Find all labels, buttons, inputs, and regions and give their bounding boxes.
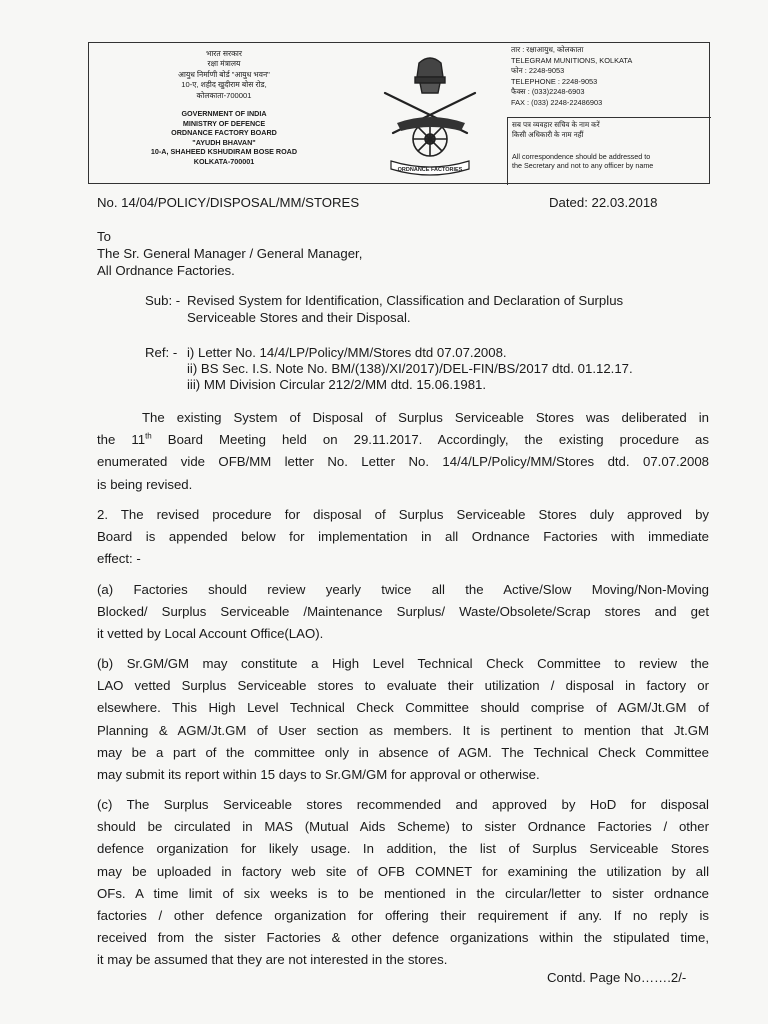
paragraph-line: defence organization for likely usage. In addition, the list of Surplus Serviceable Stores (97, 841, 709, 857)
paragraph-line: (a) Factories should review yearly twice all the Active/Slow Moving/Non-Moving (97, 582, 709, 597)
subject-line: Serviceable Stores and their Disposal. (187, 310, 411, 325)
address-english-line: "AYUDH BHAVAN" (192, 137, 256, 147)
addressee-line: All Ordnance Factories. (97, 263, 235, 278)
address-hindi-line: 10-ए, शहीद खुदीराम बोस रोड, (181, 80, 267, 90)
telegram: TELEGRAM MUNITIONS, KOLKATA (511, 55, 633, 65)
paragraph-line: Board is appended below for implementation in all Ordnance Factories with immediate (97, 529, 709, 545)
address-hindi-line: भारत सरकार (206, 49, 242, 58)
address-hindi-line: आयुध निर्माणी बोर्ड "आयुध भवन" (178, 69, 270, 79)
paragraph-line: 2. The revised procedure for disposal of Surplus Serviceable Stores duly approved by (97, 507, 709, 522)
address-english-line: ORDNANCE FACTORY BOARD (171, 128, 277, 138)
subject-label: Sub: - (145, 293, 181, 308)
letterhead-address (89, 43, 359, 183)
telegram-hindi: तार : रक्षाआयुध, कोलकाता (511, 45, 584, 54)
paragraph-line: should be circulated in MAS (Mutual Aids Scheme) to sister Ordnance Factories / other (97, 819, 709, 835)
paragraph-line: Blocked/ Surplus Serviceable /Maintenance Surplus/ Waste/Obsolete/Scrap stores and get (97, 604, 709, 620)
paragraph-a (97, 579, 709, 646)
continued-page-note: Contd. Page No…….2/- (547, 970, 687, 985)
correspondence-hindi: सब पत्र व्यवहार सचिव के नाम करें (512, 120, 600, 129)
paragraph-line: may submit its report within 15 days to Sr.GM/GM for approval or otherwise. (97, 767, 540, 783)
paragraph-line: it may be assumed that they are not interested in the stores. (97, 952, 448, 968)
paragraph-line: received from the sister Factories & other defence organizations within the stipulated time, (97, 930, 709, 946)
ordnance-emblem-logo (367, 49, 493, 177)
paragraph-line: The existing System of Disposal of Surplus Serviceable Stores was deliberated in (142, 410, 709, 425)
ref-label: Ref: - (145, 345, 178, 360)
paragraph-line: the 11th Board Meeting held on 29.11.2017. Accordingly, the existing procedure as (97, 431, 709, 448)
fax: FAX : (033) 2248-22486903 (511, 97, 603, 107)
emblem-icon (367, 49, 493, 177)
address-english-line: MINISTRY OF DEFENCE (182, 118, 266, 128)
paragraph-line: (c) The Surplus Serviceable stores recommended and approved by HoD for disposal (97, 797, 709, 812)
paragraph-line: LAO vetted Surplus Serviceable stores to evaluate their utilization / disposal in factory or (97, 678, 709, 694)
ref-item: ii) BS Sec. I.S. Note No. BM/(138)/XI/2017)/DEL-FIN/BS/2017 dtd. 01.12.17. (187, 361, 633, 376)
to-label: To (97, 229, 111, 244)
paragraph-line: may be a part of the committee only in absence of AGM. The Technical Check Committee (97, 744, 709, 760)
paragraph-line: enumerated vide OFB/MM letter No. Letter No. 14/4/LP/Policy/MM/Stores dtd. 07.07.2008 (97, 454, 709, 470)
letterhead-contacts (507, 43, 711, 183)
correspondence-english: All correspondence should be addressed to (512, 151, 651, 161)
paragraph-line: (b) Sr.GM/GM may constitute a High Level Technical Check Committee to review the (97, 656, 709, 671)
ref-item: iii) MM Division Circular 212/2/MM dtd. 15.06.1981. (187, 377, 487, 392)
paragraph-line: effect: - (97, 551, 141, 567)
contact-details (507, 43, 711, 109)
paragraph-line: factories / other defence organization for offering their requirement if any. If no reply is (97, 908, 709, 924)
address-hindi-line: कोलकाता-700001 (196, 90, 252, 100)
address-english (89, 109, 359, 167)
subject-line: Revised System for Identification, Classification and Declaration of Surplus (187, 293, 624, 308)
phone-hindi: फोन : 2248-9053 (511, 66, 565, 76)
letter-date: Dated: 22.03.2018 (549, 195, 658, 210)
paragraph-line: elsewhere. This High Level Technical Check Committee should comprise of AGM/Jt.GM of (97, 700, 709, 716)
correspondence-hindi: किसी अधिकारी के नाम नहीं (512, 129, 584, 139)
fax-hindi: फैक्स : (033)2248-6903 (511, 87, 585, 97)
reference-number: No. 14/04/POLICY/DISPOSAL/MM/STORES (97, 195, 360, 210)
paragraph-c (97, 794, 709, 972)
address-english-line: 10-A, SHAHEED KSHUDIRAM BOSE ROAD (150, 147, 298, 157)
paragraph-line: Planning & AGM/Jt.GM of User section as members. It is pertinent to mention that Jt.GM (97, 722, 709, 738)
meeting-ordinal: the 11th (97, 431, 152, 448)
emblem-banner-text: ORDNANCE FACTORIES (397, 167, 463, 173)
paragraph-line: is being revised. (97, 476, 193, 492)
correspondence-note-box (507, 117, 711, 185)
addressee-line: The Sr. General Manager / General Manager, (97, 246, 363, 261)
paragraph-intro (97, 407, 709, 496)
telephone: TELEPHONE : 2248-9053 (511, 76, 598, 86)
address-english-line: KOLKATA-700001 (193, 157, 255, 166)
address-hindi-line: रक्षा मंत्रालय (207, 59, 241, 69)
letterhead (88, 42, 710, 184)
paragraph-line: OFs. A time limit of six weeks is to be mentioned in the circular/letter to sister ordnance (97, 885, 709, 901)
paragraph-2 (97, 504, 709, 571)
paragraph-line: it vetted by Local Account Office(LAO). (97, 626, 324, 642)
paragraph-b (97, 653, 709, 786)
address-english-line: GOVERNMENT OF INDIA (181, 109, 267, 119)
ref-item: i) Letter No. 14/4/LP/Policy/MM/Stores dtd 07.07.2008. (187, 345, 507, 360)
address-hindi (89, 49, 359, 101)
paragraph-line: may be uploaded in factory web site of OFB COMNET for examining the utilization by all (97, 863, 709, 879)
correspondence-english: the Secretary and not to any officer by name (512, 161, 654, 171)
